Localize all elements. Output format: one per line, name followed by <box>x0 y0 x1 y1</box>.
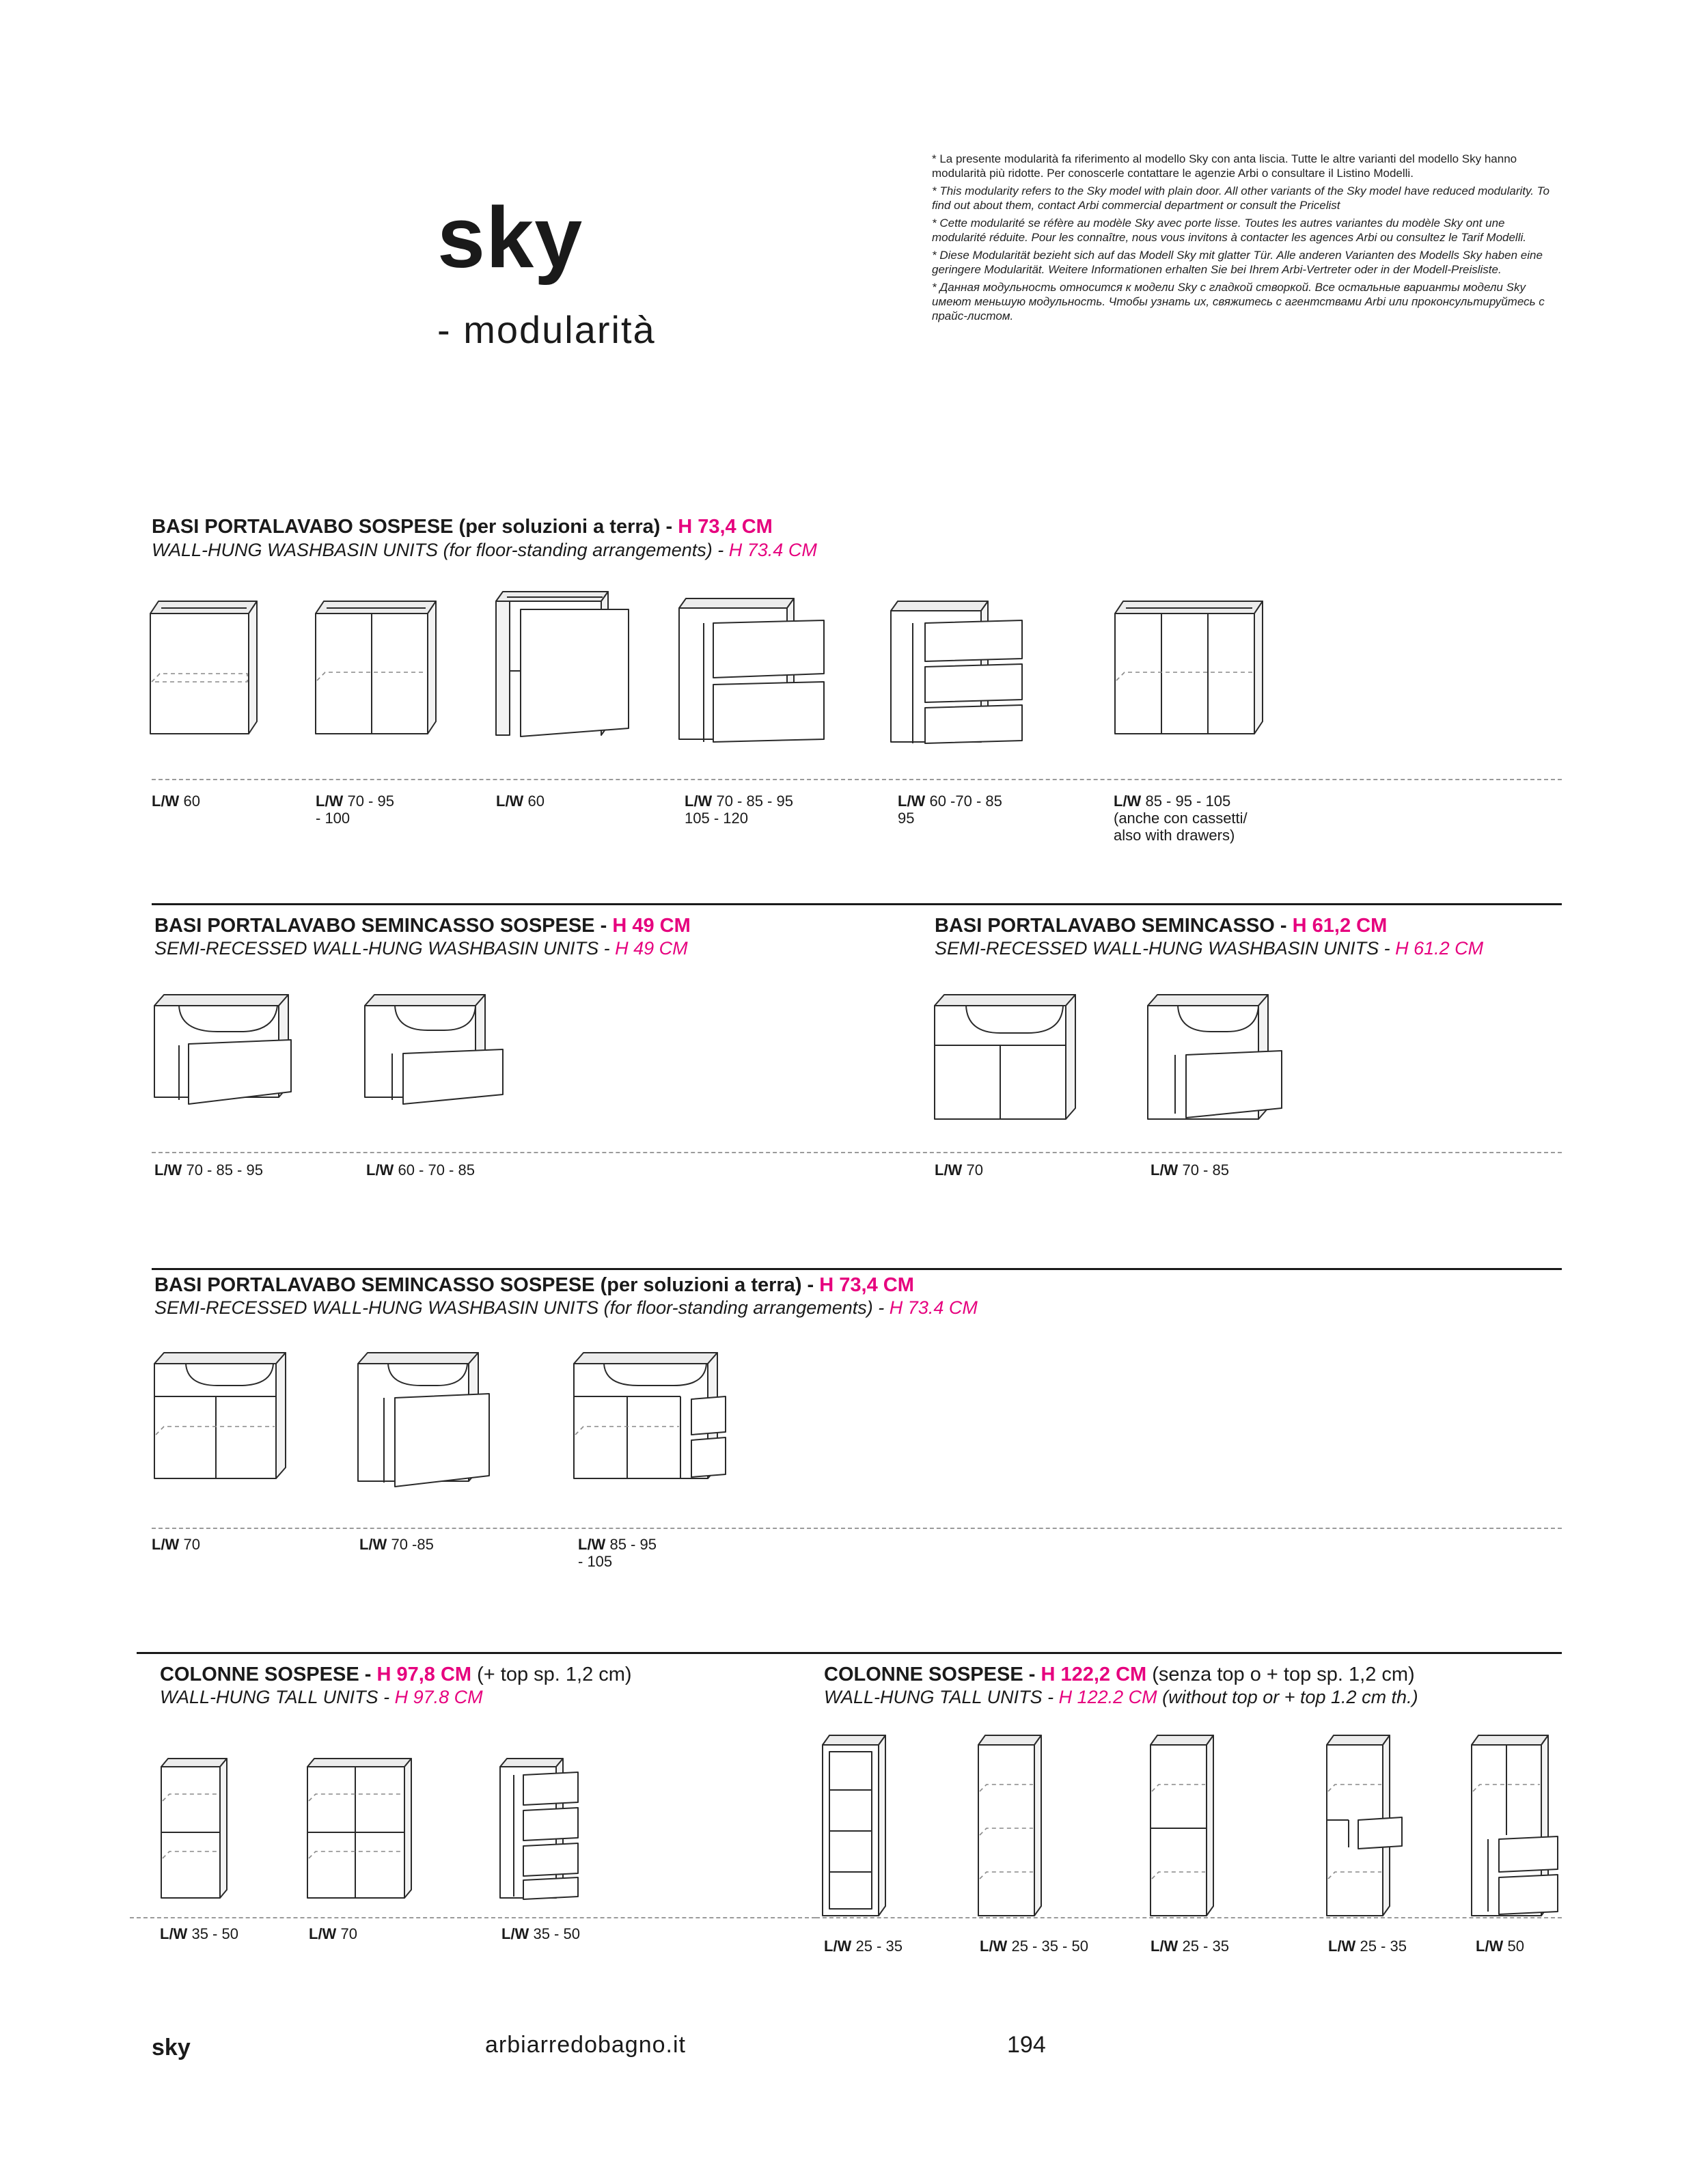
section-2-title: BASI PORTALAVABO SEMINCASSO SOSPESE - H 49 CM <box>154 915 691 937</box>
dimension-label: L/W 25 - 35 <box>824 1938 903 1955</box>
dimension-label: L/W 70 - 85 <box>1151 1161 1229 1179</box>
section-1-height: H 73,4 CM <box>678 516 773 538</box>
dimension-label: L/W 25 - 35 <box>1151 1938 1229 1955</box>
unit-three-drawers-drawing <box>888 598 1032 749</box>
section-6-subtitle: WALL-HUNG TALL UNITS - H 122.2 CM (without top or + top 1.2 cm th.) <box>824 1687 1418 1707</box>
section-2-divider <box>152 1152 1562 1153</box>
dimension-label: L/W 60 <box>496 793 545 810</box>
unit-tall-single-door-drawing <box>976 1733 1051 1917</box>
section-3-subtitle: SEMI-RECESSED WALL-HUNG WASHBASIN UNITS - H 61.2 CM <box>935 938 1484 959</box>
unit-tall-two-doors-drawing <box>159 1756 240 1906</box>
footer-brand: sky <box>152 2035 191 2061</box>
dimension-label: L/W 70 -85 <box>359 1536 434 1553</box>
note-italian: * La presente modularità fa riferimento al modello Sky con anta liscia. Tutte le altre varianti del modello Sky hanno modularità più ridotte. Per conoscerle contattare le agenzie Arbi o consultare il Listino Modelli. <box>932 152 1517 180</box>
unit-three-doors-drawing <box>1112 598 1269 742</box>
dimension-label: L/W 70 - 85 - 95 105 - 120 <box>685 793 793 827</box>
unit-single-door-drawing <box>148 598 264 742</box>
section-1-divider <box>152 779 1562 780</box>
note-russian: * Данная модульность относится к модели Sky с гладкой створкой. Все остальные варианты модели Sky имеют меньшую модульность. Чтобы узнать их, свяжитесь с агентствами Arbi или проконсультируйтесь с прайс-листом. <box>932 281 1545 322</box>
note-english: * This modularity refers to the Sky model with plain door. All other variants of the Sky model have reduced modularity. To find out about them, contact Arbi commercial department or consult the Pricelist <box>932 184 1549 212</box>
dimension-label: L/W 60 <box>152 793 200 810</box>
unit-semirecessed-two-doors-drawing <box>932 991 1089 1127</box>
footer-website-link[interactable]: arbiarredobagno.it <box>485 2032 686 2058</box>
section-6-divider <box>816 1917 1562 1918</box>
dimension-label: L/W 85 - 95 - 105 (anche con cassetti/ also with drawers) <box>1114 793 1248 844</box>
section-5-divider <box>130 1917 816 1918</box>
unit-semirecessed-drawer-drawing <box>152 991 295 1110</box>
dimension-label: L/W 70 <box>935 1161 983 1179</box>
section-divider <box>152 903 1562 905</box>
dimension-label: L/W 70 - 95 - 100 <box>316 793 394 827</box>
dimension-label: L/W 35 - 50 <box>501 1925 580 1942</box>
section-divider <box>152 1268 1562 1270</box>
page-title: sky <box>437 189 583 286</box>
note-french: * Cette modularité se réfère au modèle Sky avec porte lisse. Toutes les autres variantes du modèle Sky ont une modularité réduite. Pour les connaître, nous vous invitons à contacter les agences Arbi ou consultez le Tarif Modelli. <box>932 217 1526 244</box>
dimension-label: L/W 25 - 35 - 50 <box>980 1938 1088 1955</box>
section-4-title: BASI PORTALAVABO SEMINCASSO SOSPESE (per soluzioni a terra) - H 73,4 CM <box>154 1274 914 1296</box>
section-4-divider <box>152 1528 1562 1529</box>
modularity-notes <box>932 152 1554 327</box>
unit-tall-four-drawers-drawing <box>497 1756 600 1906</box>
section-4-subtitle: SEMI-RECESSED WALL-HUNG WASHBASIN UNITS (for floor-standing arrangements) - H 73.4 CM <box>154 1297 978 1318</box>
dimension-label: L/W 60 - 70 - 85 <box>366 1161 475 1179</box>
unit-two-doors-drawing <box>313 598 443 742</box>
unit-tall-two-doors-drawing <box>1148 1733 1223 1917</box>
section-1-title: BASI PORTALAVABO SOSPESE (per soluzioni a terra) - H 73,4 CM <box>152 516 773 538</box>
dimension-label: L/W 35 - 50 <box>160 1925 238 1942</box>
dimension-label: L/W 50 <box>1476 1938 1524 1955</box>
unit-open-door-drawing <box>493 589 637 743</box>
section-divider <box>137 1652 1562 1654</box>
unit-two-drawers-drawing <box>676 596 834 749</box>
section-1-subtitle: WALL-HUNG WASHBASIN UNITS (for floor-standing arrangements) - H 73.4 CM <box>152 540 817 560</box>
section-5-subtitle: WALL-HUNG TALL UNITS - H 97.8 CM <box>160 1687 483 1707</box>
section-6-title: COLONNE SOSPESE - H 122,2 CM (senza top o + top sp. 1,2 cm) <box>824 1664 1415 1685</box>
dimension-label: L/W 70 - 85 - 95 <box>154 1161 263 1179</box>
unit-floor-two-doors-drawing <box>152 1349 295 1485</box>
unit-floor-doors-drawers-drawing <box>571 1349 735 1485</box>
unit-tall-doors-drawers-drawing <box>1469 1733 1565 1917</box>
page-number: 194 <box>1007 2032 1046 2058</box>
dimension-label: L/W 70 <box>309 1925 357 1942</box>
unit-floor-drawer-drawing <box>355 1349 499 1492</box>
unit-semirecessed-drawer-drawing <box>1145 991 1289 1127</box>
section-2-subtitle: SEMI-RECESSED WALL-HUNG WASHBASIN UNITS - H 49 CM <box>154 938 688 959</box>
dimension-label: L/W 60 -70 - 85 95 <box>898 793 1002 827</box>
unit-tall-open-shelves-drawing <box>820 1733 895 1917</box>
dimension-label: L/W 85 - 95 - 105 <box>578 1536 657 1570</box>
page-subtitle: - modularità <box>437 308 656 351</box>
unit-tall-four-doors-drawing <box>305 1756 421 1906</box>
dimension-label: L/W 25 - 35 <box>1328 1938 1407 1955</box>
section-3-title: BASI PORTALAVABO SEMINCASSO - H 61,2 CM <box>935 915 1388 937</box>
note-german: * Diese Modularität bezieht sich auf das Modell Sky mit glatter Tür. Alle anderen Varianten des Modells Sky haben eine geringere Modularität. Weitere Informationen erhalten Sie bei Ihrem Arbi-Vertreter oder in der Modell-Preisliste. <box>932 249 1543 276</box>
section-5-title: COLONNE SOSPESE - H 97,8 CM (+ top sp. 1,2 cm) <box>160 1664 632 1685</box>
unit-tall-door-drawer-drawing <box>1324 1733 1413 1917</box>
unit-semirecessed-drawer-drawing <box>362 991 506 1110</box>
dimension-label: L/W 70 <box>152 1536 200 1553</box>
